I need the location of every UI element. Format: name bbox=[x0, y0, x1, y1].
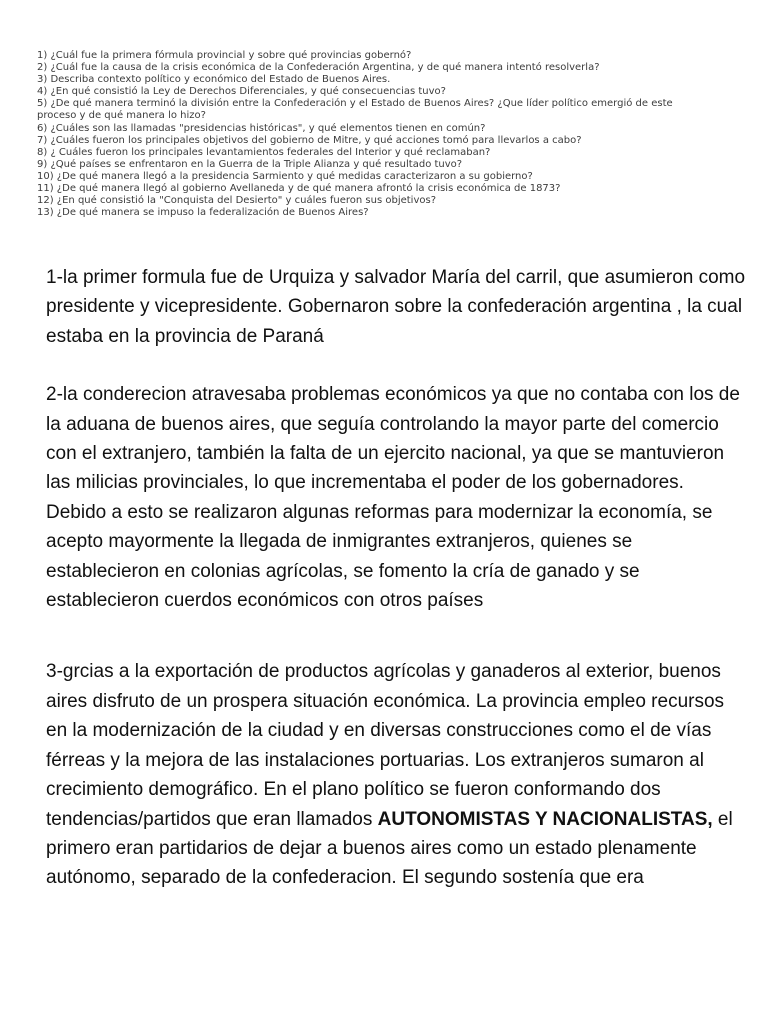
question-line: 5) ¿De qué manera terminó la división entre la Confederación y el Estado de Buenos Aires? ¿Que líder político emergió de este bbox=[37, 98, 673, 110]
answer-3-bold-text: AUTONOMISTAS Y NACIONALISTAS, bbox=[377, 808, 713, 830]
answer-list bbox=[46, 263, 746, 893]
answer-paragraph-3 bbox=[46, 657, 746, 892]
question-line: 4) ¿En qué consistió la Ley de Derechos Diferenciales, y qué consecuencias tuvo? bbox=[37, 86, 446, 98]
question-line: 8) ¿ Cuáles fueron los principales levantamientos federales del Interior y qué reclamaban? bbox=[37, 146, 491, 158]
question-line: proceso y de qué manera lo hizo? bbox=[37, 110, 206, 122]
question-line: 12) ¿En qué consistió la "Conquista del Desierto" y cuáles fueron sus objetivos? bbox=[37, 195, 437, 207]
answer-paragraph-2: 2-la conderecion atravesaba problemas económicos ya que no contaba con los de la aduana de buenos aires, que seguía controlando la mayor parte del comercio con el extranjero, también la falta de un ejercito nacional, ya que se mantuvieron las milicias provinciales, lo que incrementaba el poder de los gobernadores. Debido a esto se realizaron algunas reformas para modernizar la economía, se acepto mayormente la llegada de inmigrantes extranjeros, quienes se establecieron en colonias agrícolas, se fomento la cría de ganado y se establecieron cuerdos económicos con otros países bbox=[46, 384, 740, 612]
question-line: 2) ¿Cuál fue la causa de la crisis económica de la Confederación Argentina, y de qué manera intentó resolverla? bbox=[37, 62, 600, 74]
question-line: 9) ¿Qué países se enfrentaron en la Guerra de la Triple Alianza y qué resultado tuvo? bbox=[37, 158, 463, 170]
question-line: 11) ¿De qué manera llegó al gobierno Avellaneda y de qué manera afrontó la crisis económica de 1873? bbox=[37, 183, 561, 195]
question-line: 6) ¿Cuáles son las llamadas "presidencias históricas", y qué elementos tienen en común? bbox=[37, 122, 486, 134]
question-line: 13) ¿De qué manera se impuso la federalización de Buenos Aires? bbox=[37, 207, 369, 219]
answer-paragraph-1: 1-la primer formula fue de Urquiza y salvador María del carril, que asumieron como presidente y vicepresidente. Gobernaron sobre la confederación argentina , la cual estaba en la provincia de Paraná bbox=[46, 267, 746, 347]
answer-3-text-end: el primero eran partidarios de dejar a buenos aires como un estado plenamente autónomo, separado de la confederacion. El segundo sostenía que era bbox=[46, 808, 733, 889]
question-list bbox=[37, 50, 759, 219]
question-line: 7) ¿Cuáles fueron los principales objetivos del gobierno de Mitre, y qué acciones tomó para llevarlos a cabo? bbox=[37, 134, 582, 146]
question-line: 10) ¿De qué manera llegó a la presidencia Sarmiento y qué medidas caracterizaron a su gobierno? bbox=[37, 170, 533, 182]
question-line: 1) ¿Cuál fue la primera fórmula provincial y sobre qué provincias gobernó? bbox=[37, 50, 412, 61]
question-line: 3) Describa contexto político y económico del Estado de Buenos Aires. bbox=[37, 74, 391, 86]
answer-3-text-start: 3-grcias a la exportación de productos agrícolas y ganaderos al exterior, buenos aires disfruto de un prospera situación económica. La provincia empleo recursos en la modernización de la ciudad y en diversas construcciones como el de vías férreas y la mejora de las instalaciones portuarias. Los extranjeros sumaron al crecimiento demográfico. En el plano político se fueron conformando dos tendencias/partidos que eran llamados bbox=[46, 661, 725, 830]
